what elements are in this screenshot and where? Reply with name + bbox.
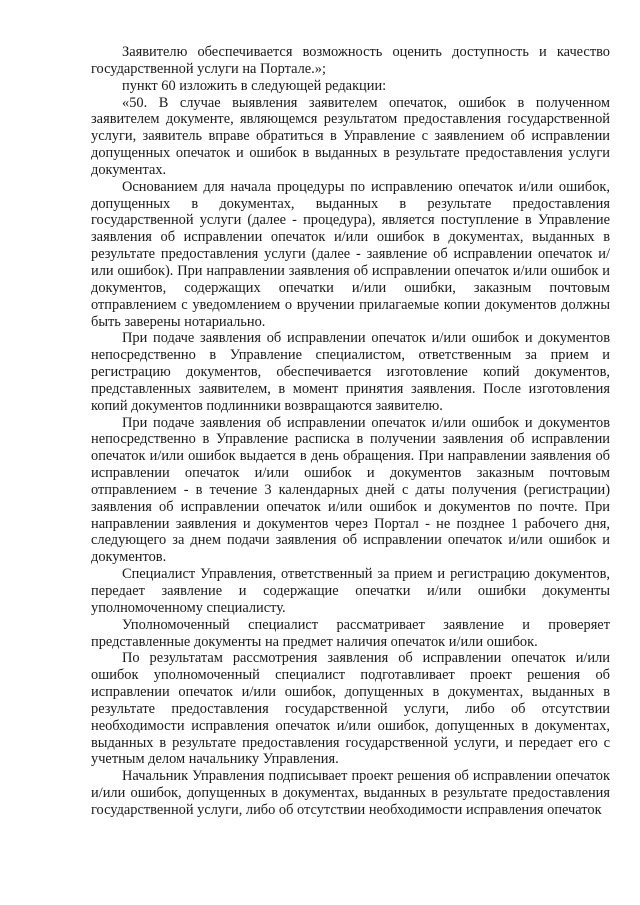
paragraph-specialist-transfer: Специалист Управления, ответственный за прием и регистрацию документов, передает заявление и содержащие опечатки и/или ошибки документы уполномоченному специалисту. (91, 566, 610, 616)
paragraph-procedure-basis: Основанием для начала процедуры по исправлению опечаток и/или ошибок, допущенных в документах, выданных в результате предоставления государственной услуги (далее - процедура), является поступление в Управление заявления об исправлении опечаток и/или ошибок в документах, выданных в результате предоставления услуги (далее - заявление об исправлении опечаток и/или ошибок). При направлении заявления об исправлении опечаток и/или ошибок и документов, содержащих опечатки и/или ошибки, заказным почтовым отправлением с уведомлением о вручении прилагаемые копии документов должны быть заверены нотариально. (91, 178, 610, 330)
paragraph-review: Уполномоченный специалист рассматривает заявление и проверяет представленные документы на предмет наличия опечаток и/или ошибок. (91, 616, 610, 650)
paragraph-portal-evaluation: Заявителю обеспечивается возможность оценить доступность и качество государственной услуги на Портале.»; (91, 44, 610, 77)
paragraph-head-signs: Начальник Управления подписывает проект решения об исправлении опечаток и/или ошибок, допущенных в документах, выданных в результате предоставления государственной услуги, либо об отсутствии необходимости исправления опечаток (91, 768, 610, 818)
paragraph-submission-copies: При подаче заявления об исправлении опечаток и/или ошибок и документов непосредственно в Управление специалистом, ответственным за прием и регистрацию документов, обеспечивается изготовление копий документов, представленных заявителем, в момент принятия заявления. После изготовления копий документов подлинники возвращаются заявителю. (91, 330, 610, 414)
paragraph-item-60-intro: пункт 60 изложить в следующей редакции: (122, 77, 387, 94)
paragraph-decision-draft: По результатам рассмотрения заявления об исправлении опечаток и/или ошибок уполномоченный специалист подготавливает проект решения об исправлении опечаток и/или ошибок, допущенных в документах, выданных в результате предоставления государственной услуги, либо об отсутствии необходимости исправления опечаток и/или ошибок, допущенных в документах, выданных в результате предоставления государственной услуги, и передает его с учетным делом начальнику Управления. (91, 650, 610, 768)
paragraph-item-50: «50. В случае выявления заявителем опечаток, ошибок в полученном заявителем документе, являющемся результатом предоставления государственной услуги, заявитель вправе обратиться в Управление с заявлением об исправлении допущенных опечаток и ошибок в выданных в результате предоставления услуги документах. (91, 94, 610, 178)
paragraph-receipt-terms: При подаче заявления об исправлении опечаток и/или ошибок и документов непосредственно в Управление расписка в получении заявления об исправлении опечаток и/или ошибок выдается в день обращения. При направлении заявления об исправлении опечаток и/или ошибок и документов заказным почтовым отправлением - в течение 3 календарных дней с даты получения (регистрации) заявления об исправлении опечаток и/или ошибок и документов по почте. При направлении заявления и документов через Портал - не позднее 1 рабочего дня, следующего за днем подачи заявления об исправлении опечаток и/или ошибок и документов. (91, 414, 610, 566)
document-body (91, 44, 610, 819)
